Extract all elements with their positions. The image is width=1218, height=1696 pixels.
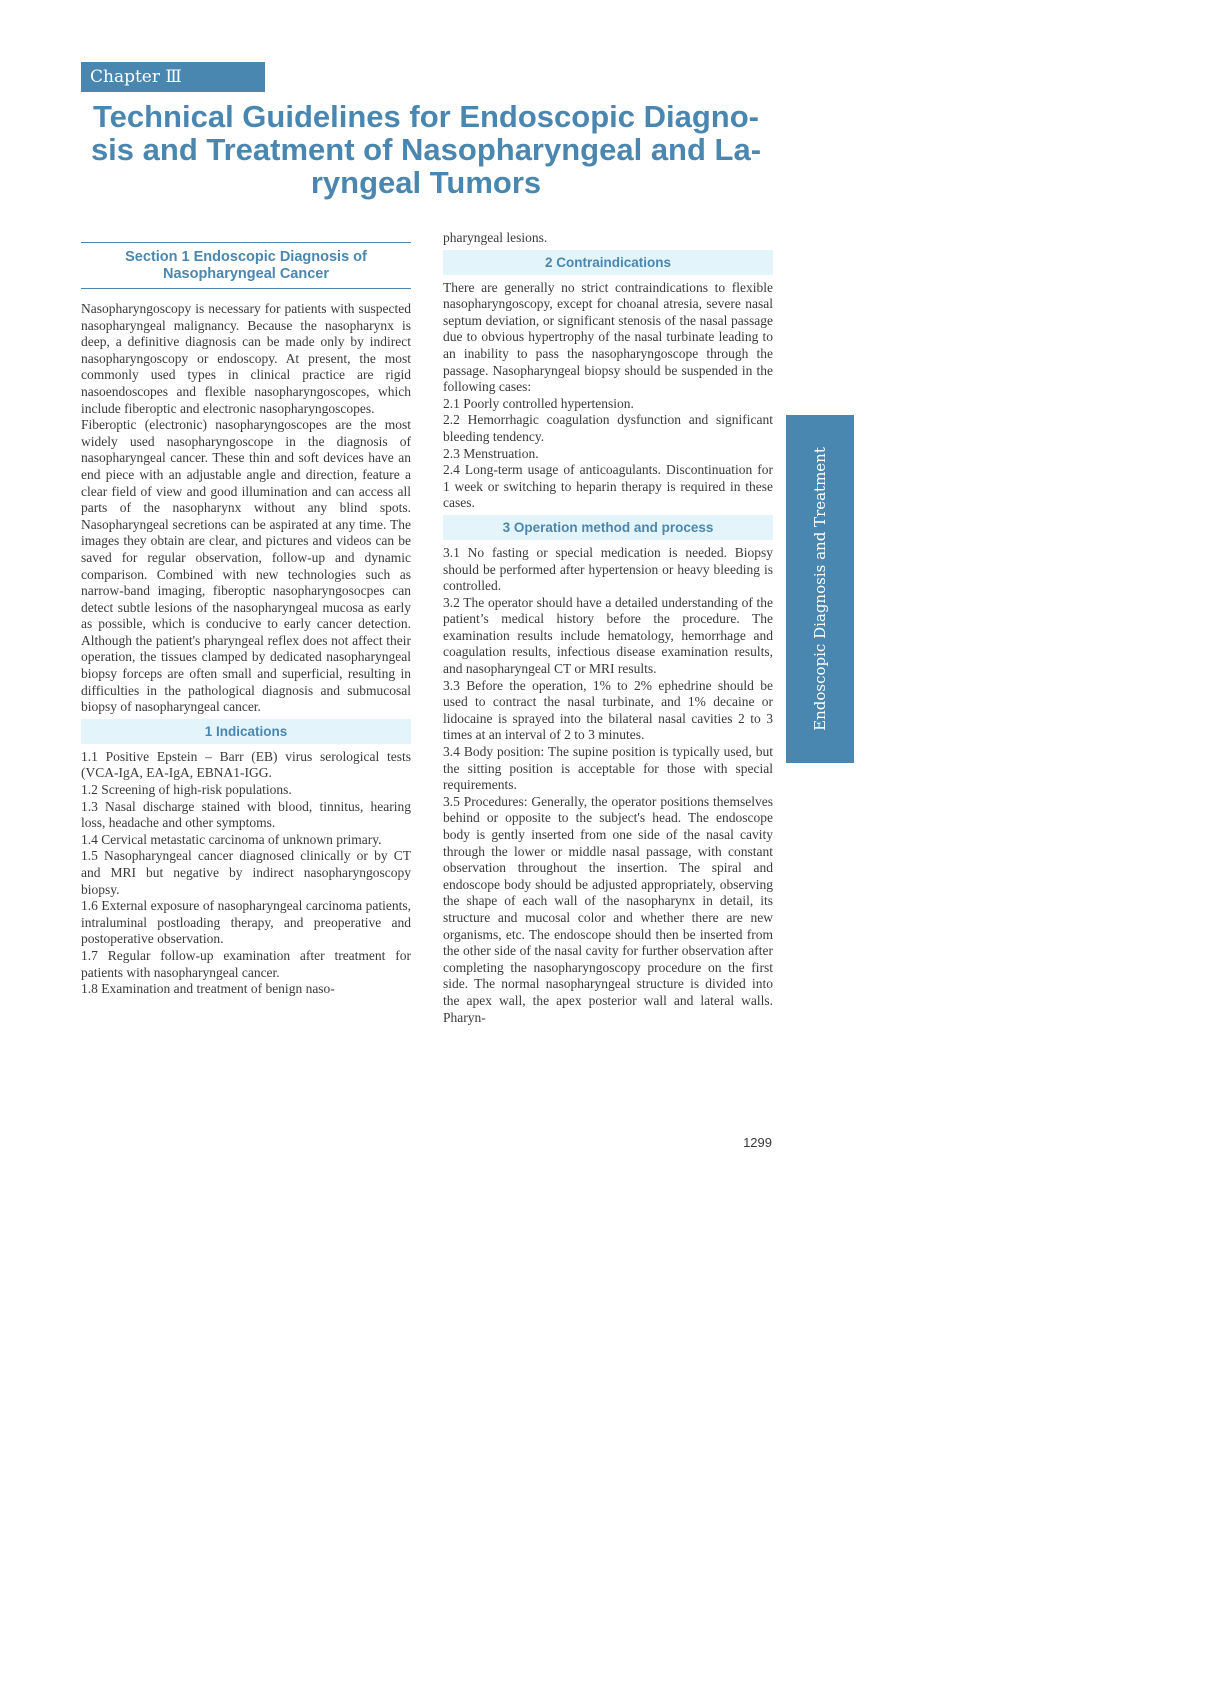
operation-item: 3.4 Body position: The supine position is typically used, but the sitting position is acceptable for those with special requirements.: [443, 744, 773, 793]
chapter-label: Chapter Ⅲ: [81, 62, 265, 92]
intro-paragraph-1: Nasopharyngoscopy is necessary for patients with suspected nasopharyngeal malignancy. Because the nasopharynx is deep, a definitive diagnosis can be made only by indirect nasopharyngoscopy or endoscopy. At present, the most commonly used types in clinical practice are rigid nasoendoscopes and flexible nasopharyngoscopes, which include fiberoptic and electronic nasopharyngoscopes.: [81, 301, 411, 416]
continuation-text: pharyngeal lesions.: [443, 230, 548, 245]
indication-item: 1.3 Nasal discharge stained with blood, tinnitus, hearing loss, headache and other symptoms.: [81, 798, 411, 831]
indication-item: 1.7 Regular follow-up examination after treatment for patients with nasopharyngeal cancer.: [81, 947, 411, 980]
contraindication-item: 2.3 Menstruation.: [443, 445, 539, 461]
indication-item: 1.2 Screening of high-risk populations.: [81, 782, 292, 798]
contraindication-item: 2.4 Long-term usage of anticoagulants. Discontinuation for 1 week or switching to heparin therapy is required in these cases.: [443, 462, 773, 511]
indication-item: 1.8 Examination and treatment of benign naso-: [81, 981, 335, 997]
left-column: [81, 230, 411, 998]
operation-item: 3.2 The operator should have a detailed understanding of the patient’s medical history before the procedure. The examination results include hematology, hemorrhage and coagulation results, infectious disease examination results, and nasopharyngeal CT or MRI results.: [443, 594, 773, 677]
section-title: Section 1 Endoscopic Diagnosis of Nasopharyngeal Cancer: [81, 242, 411, 289]
contraindication-item: 2.1 Poorly controlled hypertension.: [443, 395, 634, 411]
document-title: Technical Guidelines for Endoscopic Diagno- sis and Treatment of Nasopharyngeal and La- ryngeal Tumors: [90, 99, 762, 200]
intro-paragraph-2: Fiberoptic (electronic) nasopharyngoscopes are the most widely used nasopharyngoscope in the diagnosis of nasopharyngeal cancer. These thin and soft devices have an end piece with an adjustable angle and direction, feature a clear field of view and good illumination and can access all parts of the nasopharynx without any blind spots. Nasopharyngeal secretions can be aspirated at any time. The images they obtain are clear, and pictures and videos can be saved for regular observation, follow-up and dynamic comparison. Combined with new technologies such as narrow-band imaging, fiberoptic nasopharyngosocpes can detect subtle lesions of the nasopharyngeal mucosa as early as possible, which is conducive to early cancer detection. Although the patient's pharyngeal reflex does not affect their operation, the tissues clamped by dedicated nasopharyngeal biopsy forceps are often small and superficial, resulting in difficulties in the pathological diagnosis and submucosal biopsy of nasopharyngeal cancer.: [81, 417, 411, 715]
contraindication-item: 2.2 Hemorrhagic coagulation dysfunction and significant bleeding tendency.: [443, 412, 773, 444]
operation-item: 3.1 No fasting or special medication is needed. Biopsy should be performed after hypertension or heavy bleeding is controlled.: [443, 544, 773, 594]
contraindications-intro: There are generally no strict contraindications to flexible nasopharyngoscopy, except for choanal atresia, severe nasal septum deviation, or significant stenosis of the nasal passage due to obvious hypertrophy of the nasal turbinate leading to an inability to pass the nasopharyngoscope through the passage. Nasopharyngeal biopsy should be suspended in the following cases:: [443, 279, 773, 395]
indications-heading: 1 Indications: [81, 719, 411, 744]
indication-item: 1.5 Nasopharyngeal cancer diagnosed clinically or by CT and MRI but negative by indirect nasopharyngoscopy biopsy.: [81, 848, 411, 897]
indication-item: 1.6 External exposure of nasopharyngeal carcinoma patients, intraluminal postloading therapy, and preoperative and postoperative observation.: [81, 898, 411, 947]
contraindications-heading: 2 Contraindications: [443, 250, 773, 275]
operation-item: 3.3 Before the operation, 1% to 2% ephedrine should be used to contract the nasal turbinate, and 1% decaine or lidocaine is sprayed into the bilateral nasal cavities 2 to 3 times at an interval of 2 to 3 minutes.: [443, 677, 773, 743]
indication-item: 1.1 Positive Epstein – Barr (EB) virus serological tests (VCA-IgA, EA-IgA, EBNA1-IGG.: [81, 748, 411, 781]
side-tab-label: Endoscopic Diagnosis and Treatment: [811, 447, 829, 731]
right-column: [443, 230, 773, 1026]
side-tab: [786, 415, 854, 763]
operation-heading: 3 Operation method and process: [443, 515, 773, 540]
indication-item: 1.4 Cervical metastatic carcinoma of unknown primary.: [81, 831, 382, 847]
page-number: 1299: [743, 1135, 772, 1150]
operation-item: 3.5 Procedures: Generally, the operator positions themselves behind or opposite to the subject's head. The endoscope body is gently inserted from one side of the nasal cavity through the lower or middle nasal passage, with constant observation throughout the insertion. The spiral and endoscope body should be adjusted appropriately, observing the shape of each wall of the nasopharynx in detail, its structure and mucosal color and whether there are new organisms, etc. The endoscope should then be inserted from the other side of the nasal cavity for further observation after completing the nasopharyngoscopy procedure on the first side. The normal nasopharyngeal structure is divided into the apex wall, the apex posterior wall and lateral walls. Pharyn-: [443, 793, 773, 1025]
